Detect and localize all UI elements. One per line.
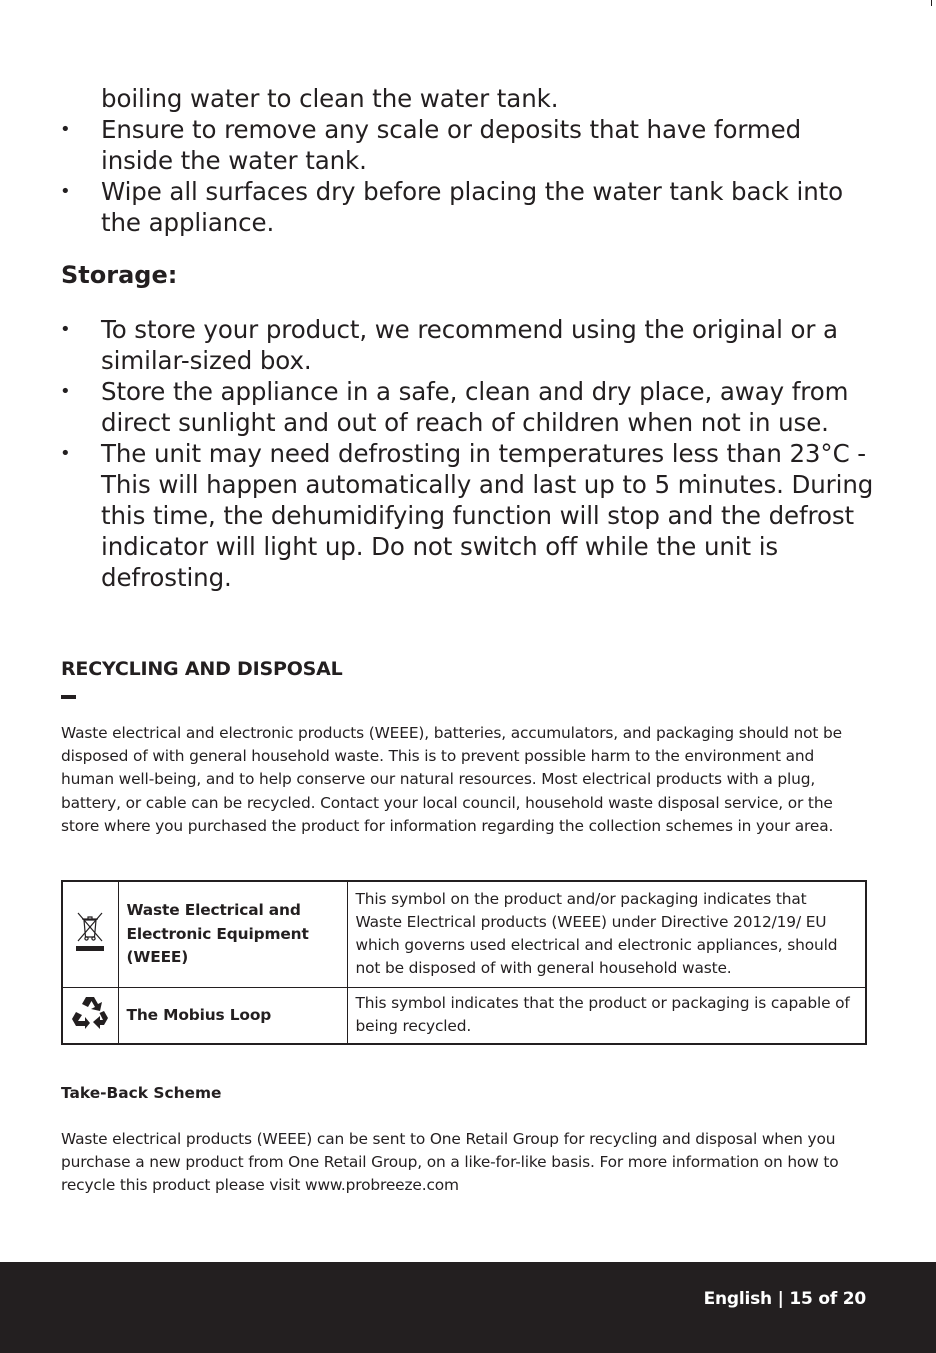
heading-underline [61,695,76,699]
page-number: English | 15 of 20 [703,1289,866,1309]
take-back-paragraph: Waste electrical products (WEEE) can be sent to One Retail Group for recycling and disposal when you purchase a new product from One Retail Group, on a like-for-like basis. For more information on how to recycle this product please visit www.probreeze.com [61,1130,839,1195]
table-row [62,987,866,1044]
list-item-text: boiling water to clean the water tank. [101,84,559,113]
recycling-heading: RECYCLING AND DISPOSAL [61,658,343,680]
list-item-text: The unit may need defrosting in temperatures less than 23°C - This will happen automatically and last up to 5 minutes. During this time, the dehumidifying function will stop and the defrost indicator will light up. Do not switch off while the unit is defrosting. [101,439,874,592]
table-row [62,881,866,987]
symbol-name: Waste Electrical and Electronic Equipment (WEEE) [118,881,347,987]
symbol-description: This symbol on the product and/or packaging indicates that Waste Electrical products (WEEE) under Directive 2012/19/ EU which governs used electrical and electronic appliances, should not be disposed of with general household waste. [347,881,866,987]
list-item-text: Ensure to remove any scale or deposits that have formed inside the water tank. [101,115,802,175]
bullet: • [60,443,71,464]
recycling-paragraph: Waste electrical and electronic products (WEEE), batteries, accumulators, and packaging should not be disposed of with general household waste. This is to prevent possible harm to the environment and human well-being, and to help conserve our natural resources. Most electrical products with a plug, battery, or cable can be recycled. Contact your local council, household waste disposal service, or the store where you purchased the product for information regarding the collection schemes in your area. [61,724,842,835]
list-item [60,176,880,238]
crossed-out-wheelie-bin-icon [75,909,105,953]
list-item [60,114,880,176]
list-item-text: Store the appliance in a safe, clean and dry place, away from direct sunlight and out of reach of children when not in use. [101,377,849,437]
list-item [60,438,880,593]
page-footer [0,1262,936,1353]
list-item [60,314,880,376]
icon-cell [62,987,118,1044]
cleaning-list [60,83,880,238]
take-back-heading: Take-Back Scheme [61,1084,222,1102]
list-item-text: To store your product, we recommend using the original or a similar-sized box. [101,315,838,375]
list-item [60,83,880,114]
symbols-table [61,880,867,1045]
list-item-text: Wipe all surfaces dry before placing the water tank back into the appliance. [101,177,844,237]
crop-mark [931,0,932,6]
list-item [60,376,880,438]
symbol-name: The Mobius Loop [118,987,347,1044]
mobius-loop-icon [71,995,109,1029]
bullet: • [60,181,71,202]
bullet: • [60,119,71,140]
symbol-description: This symbol indicates that the product or packaging is capable of being recycled. [347,987,866,1044]
bullet: • [60,381,71,402]
storage-heading: Storage: [61,261,178,289]
icon-cell [62,881,118,987]
storage-list [60,314,880,593]
bullet: • [60,319,71,340]
